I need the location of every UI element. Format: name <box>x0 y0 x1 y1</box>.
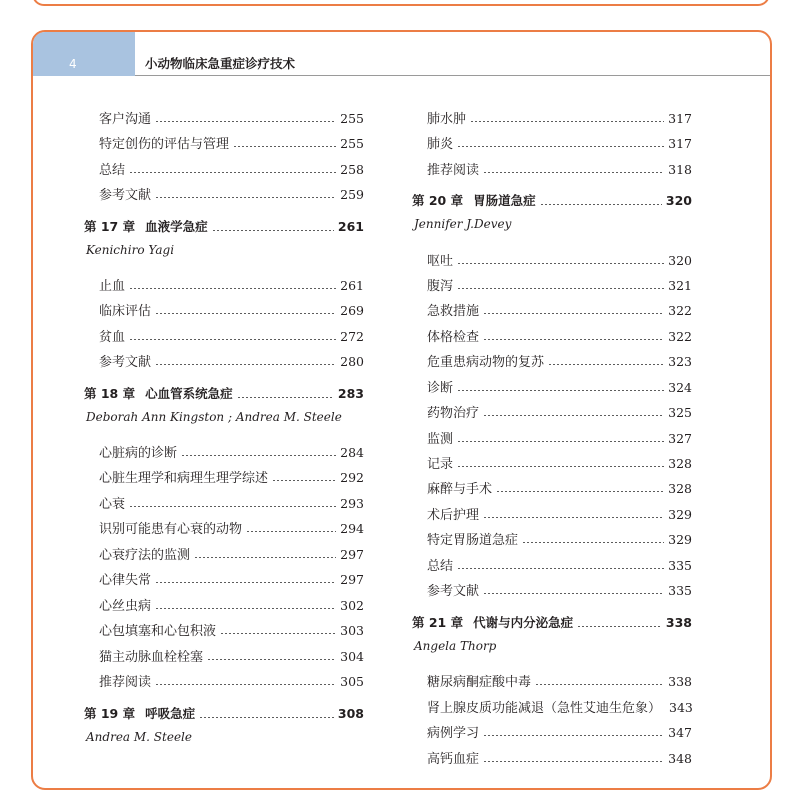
page-ref: 329 <box>668 532 692 547</box>
dot-leader <box>457 568 664 569</box>
chapter-author: Jennifer J.Devey <box>414 217 512 231</box>
entry-label: 记录 <box>427 457 454 472</box>
dot-leader <box>470 121 664 122</box>
dot-leader <box>155 582 336 583</box>
page-ref: 317 <box>668 136 692 151</box>
dot-leader <box>483 415 664 416</box>
dot-leader <box>181 455 336 456</box>
page-ref: 293 <box>340 496 364 511</box>
entry-label: 特定胃肠道急症 <box>427 533 519 548</box>
entry-label: 麻醉与手术 <box>427 482 493 497</box>
page-ref: 322 <box>668 329 692 344</box>
dot-leader <box>129 339 336 340</box>
toc-entry[interactable] <box>412 428 692 448</box>
page-ref: 261 <box>340 278 364 293</box>
page-ref: 335 <box>668 558 692 573</box>
dot-leader <box>129 506 336 507</box>
dot-leader <box>212 230 334 231</box>
dot-leader <box>155 608 336 609</box>
dot-leader <box>540 204 662 205</box>
toc-entry[interactable] <box>412 748 692 768</box>
dot-leader <box>522 542 664 543</box>
page-ref: 255 <box>340 136 364 151</box>
toc-entry[interactable] <box>412 478 692 498</box>
page-ref: 347 <box>668 725 692 740</box>
entry-label: 客户沟通 <box>99 112 152 127</box>
entry-label: 急救措施 <box>427 304 480 319</box>
dot-leader <box>457 466 664 467</box>
dot-leader <box>199 717 334 718</box>
toc-entry[interactable] <box>84 671 364 691</box>
entry-label: 呕吐 <box>427 254 454 269</box>
entry-label: 推荐阅读 <box>99 675 152 690</box>
toc-entry[interactable] <box>412 671 692 691</box>
page-ref: 303 <box>340 623 364 638</box>
toc-entry[interactable] <box>84 326 364 346</box>
page-ref: 255 <box>340 111 364 126</box>
dot-leader <box>155 364 336 365</box>
dot-leader <box>496 491 664 492</box>
dot-leader <box>155 313 336 314</box>
toc-entry[interactable] <box>412 300 692 320</box>
page-ref: 258 <box>340 162 364 177</box>
chapter-author: Andrea M. Steele <box>86 730 192 744</box>
page-ref: 272 <box>340 329 364 344</box>
entry-label: 危重患病动物的复苏 <box>427 355 545 370</box>
dot-leader <box>483 761 664 762</box>
toc-entry[interactable] <box>412 108 692 128</box>
entry-label: 体格检查 <box>427 330 480 345</box>
page-ref: 320 <box>665 193 692 208</box>
entry-label: 病例学习 <box>427 726 480 741</box>
dot-leader <box>155 197 336 198</box>
dot-leader <box>457 146 664 147</box>
entry-label: 腹泻 <box>427 279 454 294</box>
chapter-author: Angela Thorp <box>414 639 497 653</box>
dot-leader <box>483 313 664 314</box>
toc-entry[interactable] <box>412 326 692 346</box>
toc-entry[interactable] <box>412 580 692 600</box>
chapter-number: 第 18 章 <box>84 386 136 401</box>
dot-leader <box>457 288 664 289</box>
entry-label: 总结 <box>99 163 126 178</box>
toc-entry[interactable] <box>84 442 364 462</box>
entry-label: 参考文献 <box>99 188 152 203</box>
chapter-author: Deborah Ann Kingston ; Andrea M. Steele <box>86 410 342 424</box>
chapter-number: 第 19 章 <box>84 706 136 721</box>
entry-label: 心脏生理学和病理生理学综述 <box>99 471 269 486</box>
entry-label: 贫血 <box>99 330 126 345</box>
page-ref: 328 <box>668 481 692 496</box>
entry-label: 止血 <box>99 279 126 294</box>
toc-left-column <box>84 0 364 765</box>
toc-entry[interactable] <box>84 184 364 204</box>
dot-leader <box>577 626 662 627</box>
page-ref: 305 <box>340 674 364 689</box>
dot-leader <box>457 263 664 264</box>
toc-entry[interactable] <box>84 159 364 179</box>
page-ref: 269 <box>340 303 364 318</box>
page-ref: 283 <box>337 386 364 401</box>
entry-label: 特定创伤的评估与管理 <box>99 137 230 152</box>
toc-entry[interactable] <box>412 275 692 295</box>
page-ref: 294 <box>340 521 364 536</box>
entry-label: 高钙血症 <box>427 752 480 767</box>
page-ref: 261 <box>337 219 364 234</box>
toc-entry[interactable] <box>84 518 364 538</box>
page-ref: 292 <box>340 470 364 485</box>
entry-label: 心包填塞和心包积液 <box>99 624 217 639</box>
entry-label: 参考文献 <box>99 355 152 370</box>
chapter-heading[interactable] <box>412 191 692 211</box>
page-ref: 280 <box>340 354 364 369</box>
dot-leader <box>535 684 664 685</box>
entry-label: 监测 <box>427 432 454 447</box>
toc-entry[interactable] <box>84 300 364 320</box>
entry-label: 术后护理 <box>427 508 480 523</box>
entry-label: 第 20 章 胃肠道急症 <box>412 193 536 208</box>
entry-label: 肺炎 <box>427 137 454 152</box>
toc-entry[interactable] <box>412 697 692 717</box>
entry-label: 第 17 章 血液学急症 <box>84 219 208 234</box>
page-ref: 304 <box>340 649 364 664</box>
dot-leader <box>457 441 664 442</box>
dot-leader <box>483 735 664 736</box>
dot-leader <box>220 633 336 634</box>
page-ref: 323 <box>668 354 692 369</box>
entry-label: 肺水肿 <box>427 112 467 127</box>
entry-label: 心律失常 <box>99 573 152 588</box>
entry-label: 糖尿病酮症酸中毒 <box>427 675 532 690</box>
dot-leader <box>483 593 664 594</box>
running-header-title: 小动物临床急重症诊疗技术 <box>145 56 296 71</box>
page-ref: 322 <box>668 303 692 318</box>
toc-entry[interactable] <box>412 529 692 549</box>
page-ref: 328 <box>668 456 692 471</box>
dot-leader <box>246 531 336 532</box>
toc-entry[interactable] <box>84 351 364 371</box>
entry-label: 推荐阅读 <box>427 163 480 178</box>
toc-entry[interactable] <box>84 569 364 589</box>
toc-entry[interactable] <box>412 453 692 473</box>
toc-entry[interactable] <box>412 159 692 179</box>
entry-label: 猫主动脉血栓栓塞 <box>99 650 204 665</box>
chapter-heading[interactable] <box>84 384 364 404</box>
toc-entry[interactable] <box>412 722 692 742</box>
page-ref: 343 <box>669 700 693 715</box>
entry-label: 第 21 章 代谢与内分泌急症 <box>412 615 574 630</box>
page-ref: 338 <box>665 615 692 630</box>
chapter-author: Kenichiro Yagi <box>86 243 175 257</box>
page-ref: 284 <box>340 445 364 460</box>
chapter-number: 第 20 章 <box>412 193 464 208</box>
page-ref: 325 <box>668 405 692 420</box>
dot-leader <box>233 146 336 147</box>
chapter-heading[interactable] <box>412 613 692 633</box>
toc-entry[interactable] <box>84 467 364 487</box>
toc-entry[interactable] <box>412 555 692 575</box>
chapter-heading[interactable] <box>84 704 364 724</box>
dot-leader <box>483 517 664 518</box>
dot-leader <box>194 557 336 558</box>
entry-label: 心衰疗法的监测 <box>99 548 191 563</box>
page-ref: 302 <box>340 598 364 613</box>
chapter-number: 第 21 章 <box>412 615 464 630</box>
toc-entry[interactable] <box>412 504 692 524</box>
toc-entry[interactable] <box>84 620 364 640</box>
entry-label: 总结 <box>427 559 454 574</box>
toc-entry[interactable] <box>412 402 692 422</box>
entry-label: 参考文献 <box>427 584 480 599</box>
toc-entry[interactable] <box>412 250 692 270</box>
toc-entry[interactable] <box>84 108 364 128</box>
page-ref: 335 <box>668 583 692 598</box>
page-ref: 348 <box>668 751 692 766</box>
dot-leader <box>237 397 334 398</box>
page-ref: 327 <box>668 431 692 446</box>
page-ref: 317 <box>668 111 692 126</box>
page-ref: 308 <box>337 706 364 721</box>
dot-leader <box>129 172 336 173</box>
page-ref: 329 <box>668 507 692 522</box>
page-ref: 338 <box>668 674 692 689</box>
toc-right-column <box>412 0 692 765</box>
page-ref: 297 <box>340 547 364 562</box>
page-ref: 259 <box>340 187 364 202</box>
page-ref: 320 <box>668 253 692 268</box>
toc-entry[interactable] <box>84 646 364 666</box>
page-ref: 321 <box>668 278 692 293</box>
entry-label: 心脏病的诊断 <box>99 446 178 461</box>
toc-entry[interactable] <box>84 275 364 295</box>
entry-label: 肾上腺皮质功能减退（急性艾迪生危象） <box>427 701 662 716</box>
page-ref: 324 <box>668 380 692 395</box>
toc-entry[interactable] <box>412 377 692 397</box>
dot-leader <box>207 659 336 660</box>
dot-leader <box>155 684 336 685</box>
entry-label: 心衰 <box>99 497 126 512</box>
toc-entry[interactable] <box>84 493 364 513</box>
page-number: 4 <box>69 57 77 71</box>
toc-entry[interactable] <box>84 595 364 615</box>
entry-label: 诊断 <box>427 381 454 396</box>
entry-label: 药物治疗 <box>427 406 480 421</box>
dot-leader <box>155 121 336 122</box>
toc-entry[interactable] <box>412 133 692 153</box>
entry-label: 第 18 章 心血管系统急症 <box>84 386 233 401</box>
chapter-heading[interactable] <box>84 217 364 237</box>
dot-leader <box>483 172 664 173</box>
dot-leader <box>548 364 664 365</box>
toc-entry[interactable] <box>412 351 692 371</box>
dot-leader <box>129 288 336 289</box>
toc-entry[interactable] <box>84 133 364 153</box>
entry-label: 第 19 章 呼吸急症 <box>84 706 196 721</box>
chapter-number: 第 17 章 <box>84 219 136 234</box>
entry-label: 识别可能患有心衰的动物 <box>99 522 243 537</box>
dot-leader <box>457 390 664 391</box>
page-ref: 318 <box>668 162 692 177</box>
entry-label: 心丝虫病 <box>99 599 152 614</box>
dot-leader <box>483 339 664 340</box>
entry-label: 临床评估 <box>99 304 152 319</box>
page-ref: 297 <box>340 572 364 587</box>
dot-leader <box>272 480 336 481</box>
toc-entry[interactable] <box>84 544 364 564</box>
